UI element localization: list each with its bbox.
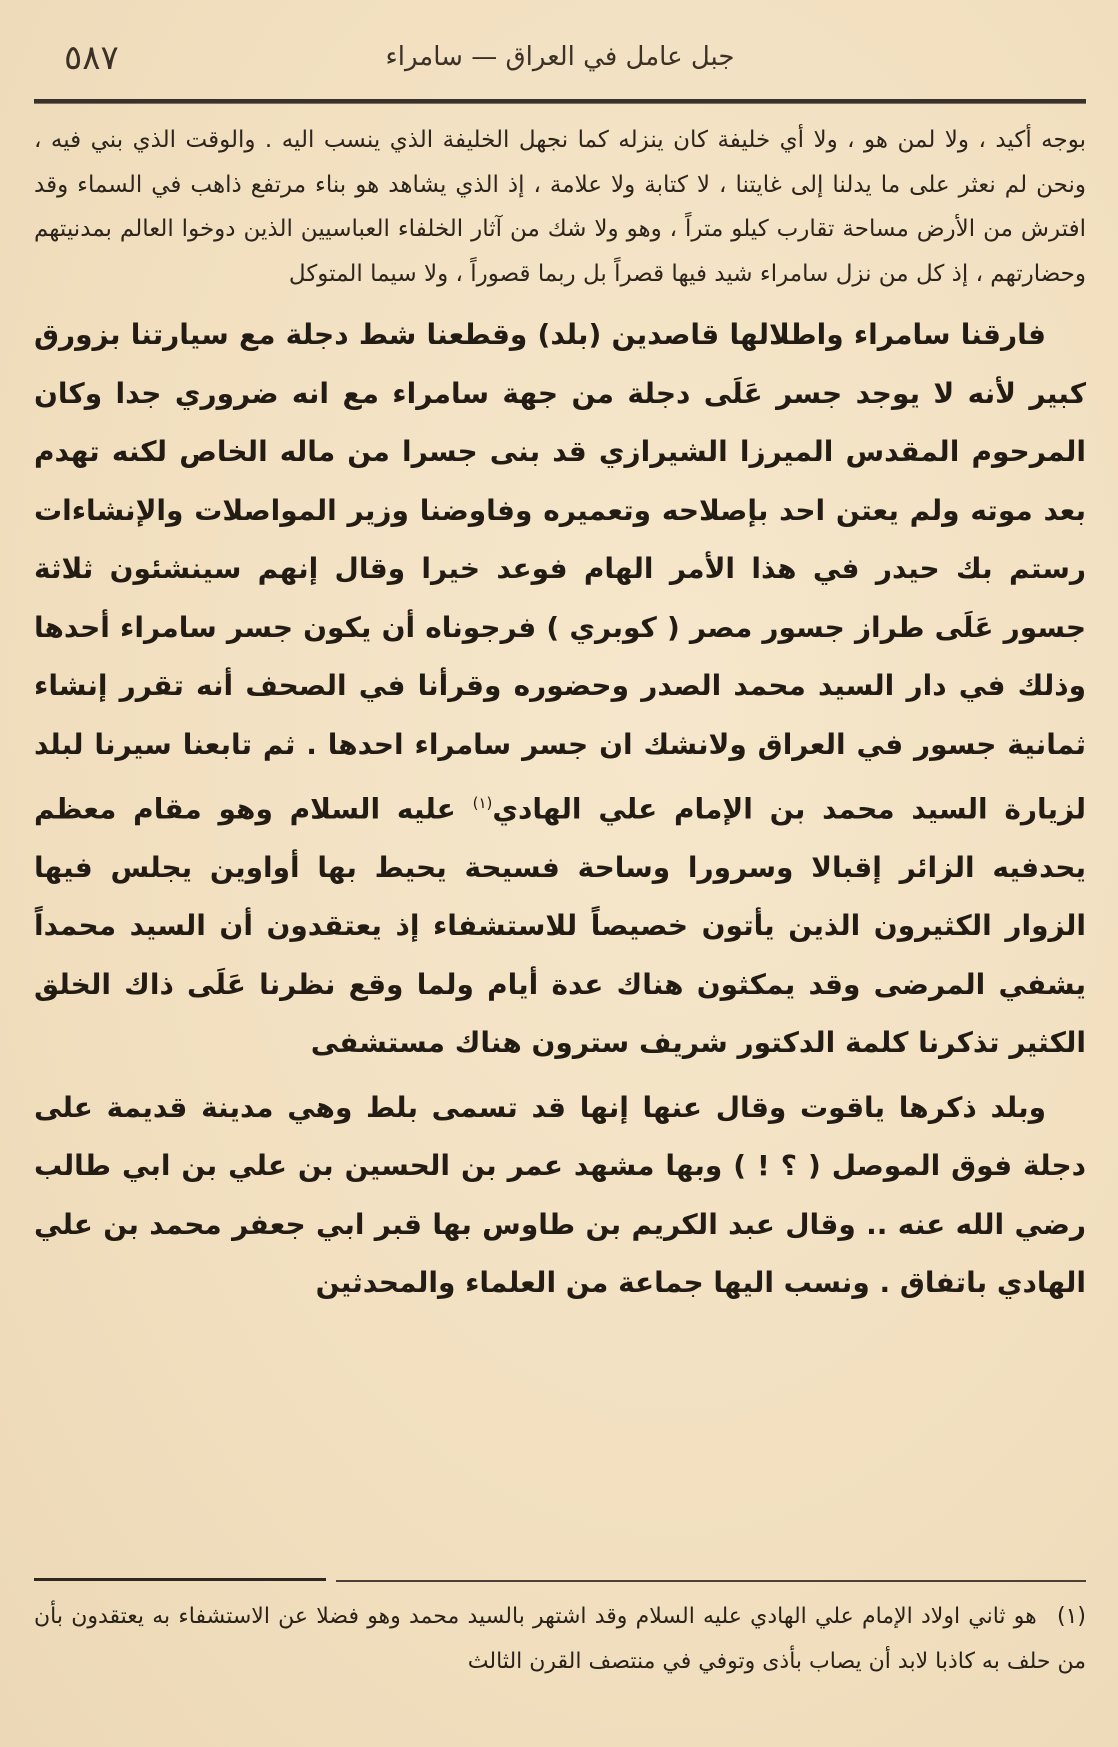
footnotes-section [34,1594,1086,1684]
footnote-item [34,1594,1086,1684]
footnote-divider [34,1578,326,1581]
header-rule [34,99,1086,104]
book-page [34,0,1086,1747]
paragraph-text: فارقنا سامراء واطلالها قاصدين (بلد) وقطعنا شط دجلة مع سيارتنا بزورق كبير لأنه لا يوجد جسر عَلَى دجلة من جهة سامراء مع انه ضروري جدا وكان المرحوم المقدس الميرزا الشيرازي قد بنى جسرا من ماله الخاص لكنه تهدم بعد موته ولم يعتن احد بإصلاحه وتعميره وفاوضنا وزير المواصلات والإنشاءات رستم بك حيدر في هذا الأمر الهام فوعد خيرا وقال إنهم سينشئون ثلاثة جسور عَلَى طراز جسور مصر ( كوبري ) فرجوناه أن يكون جسر سامراء أحدها وذلك في دار السيد محمد الصدر وحضوره وقرأنا في الصحف أنه تقرر إنشاء ثمانية جسور في العراق ولانشك ان جسر سامراء احدها . ثم تابعنا سيرنا لبلد لزيارة السيد محمد بن الإمام علي الهادي [34,318,1086,826]
footnote-divider-thin [336,1580,1086,1582]
paragraph-text: عليه السلام وهو مقام معظم يحدفيه الزائر إقبالا وسرورا وساحة فسيحة يحيط بها أواوين يجلس فيها الزوار الكثيرون الذين يأتون خصيصاً للاستشفاء إذ يعتقدون أن السيد محمداً يشفي المرضى وقد يمكثون هناك عدة أيام ولما وقع نظرنا عَلَى ذاك الخلق الكثير تذكرنا كلمة الدكتور شريف سترون هناك مستشفى [34,792,1086,1060]
footnote-reference[interactable]: (١) [472,794,493,812]
body-text [34,118,1086,1313]
footnote-text: هو ثاني اولاد الإمام علي الهادي عليه السلام وقد اشتهر بالسيد محمد وهو فضلا عن الاستشفاء به يعتقدون بأن من حلف به كاذبا لابد أن يصاب بأذى وتوفي في منتصف القرن الثالث [34,1604,1086,1674]
paragraph-balad-description: وبلد ذكرها ياقوت وقال عنها إنها قد تسمى بلط وهي مدينة قديمة على دجلة فوق الموصل ( ؟ ! ) وبها مشهد عمر بن الحسين بن علي بن ابي طالب رضي الله عنه .. وقال عبد الكريم بن طاوس بها قبر ابي جعفر محمد بن علي الهادي باتفاق . ونسب اليها جماعة من العلماء والمحدثين [34,1090,1086,1300]
page-number: ٥٨٧ [64,38,119,78]
running-title: جبل عامل في العراق — سامراء [385,42,735,72]
paragraph-continuation: بوجه أكيد ، ولا لمن هو ، ولا أي خليفة كان ينزله كما نجهل الخليفة الذي ينسب اليه . والوقت الذي بني فيه ، ونحن لم نعثر على ما يدلنا إلى غايتنا ، لا كتابة ولا علامة ، إذ الذي يشاهد هو بناء مرتفع ذاهب في السماء وقد افترش من الأرض مساحة تقارب كيلو متراً ، وهو ولا شك من آثار الخلفاء العباسيين الذين دوخوا العالم بمدنيتهم وحضارتهم ، إذ كل من نزل سامراء شيد فيها قصراً بل ربما قصوراً ، ولا سيما المتوكل [34,127,1086,287]
footnote-marker: (١) [1056,1604,1086,1629]
page-header [34,38,1086,88]
paragraph-balad-journey [34,306,1086,1073]
